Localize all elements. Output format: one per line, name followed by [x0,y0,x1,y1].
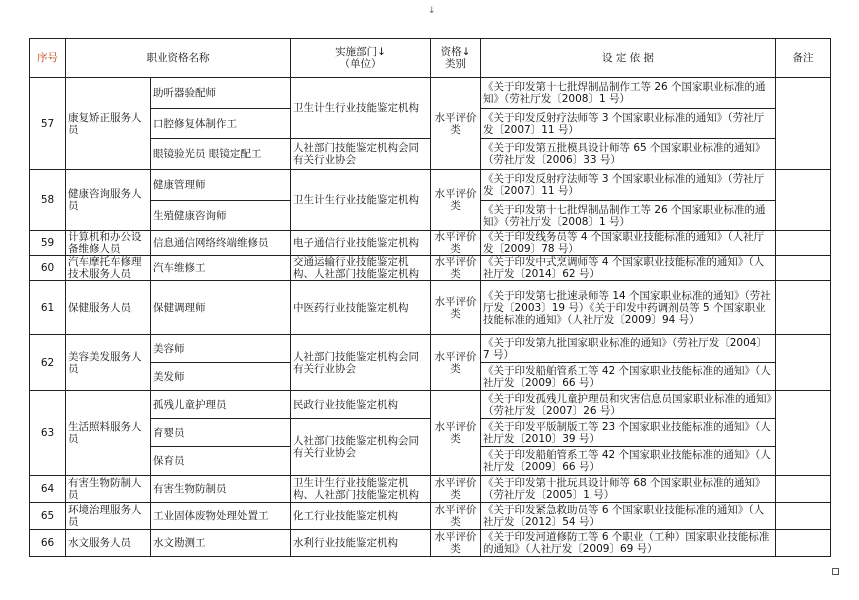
basis-cell: 《关于印发反射疗法师等 3 个国家职业标准的通知》（劳社厅发〔2007〕11 号） [481,170,776,201]
level-cell: 水平评价类 [431,503,481,530]
title-cell: 美发师 [151,363,291,391]
category-cell: 生活照料服务人员 [66,391,151,476]
category-cell: 环境治理服务人员 [66,503,151,530]
basis-cell: 《关于印发第九批国家职业标准的通知》（劳社厅发〔2004〕7 号） [481,335,776,363]
seq-cell: 57 [30,78,66,170]
qualification-table [29,38,831,557]
basis-cell: 《关于印发反射疗法师等 3 个国家职业标准的通知》（劳社厅发〔2007〕11 号） [481,109,776,139]
level-cell: 水平评价类 [431,78,481,170]
level-cell: 水平评价类 [431,281,481,335]
category-cell: 汽车摩托车修理技术服务人员 [66,256,151,281]
title-cell: 健康管理师 [151,170,291,201]
category-cell: 康复矫正服务人员 [66,78,151,170]
table-row [30,335,831,363]
seq-cell: 60 [30,256,66,281]
basis-cell: 《关于印发河道修防工等 6 个职业（工种）国家职业技能标准的通知》（人社厅发〔2009〕69 号） [481,530,776,557]
note-cell [776,335,831,391]
level-cell: 水平评价类 [431,231,481,256]
basis-cell: 《关于印发线务员等 4 个国家职业技能标准的通知》（人社厅发〔2009〕78 号） [481,231,776,256]
table-row [30,231,831,256]
note-cell [776,170,831,231]
title-cell: 助听器验配师 [151,78,291,109]
title-cell: 保健调理师 [151,281,291,335]
dept-cell: 人社部门技能鉴定机构会同有关行业协会 [291,335,431,391]
basis-cell: 《关于印发孤残儿童护理员和灾害信息员国家职业标准的通知》（劳社厅发〔2007〕26 号） [481,391,776,419]
dept-cell: 化工行业技能鉴定机构 [291,503,431,530]
table-row [30,139,831,170]
header-level [431,39,481,78]
title-cell: 水文勘测工 [151,530,291,557]
dept-cell: 电子通信行业技能鉴定机构 [291,231,431,256]
note-cell [776,391,831,476]
table-row [30,78,831,109]
dept-cell: 人社部门技能鉴定机构会同有关行业协会 [291,139,431,170]
seq-cell: 62 [30,335,66,391]
table-row [30,256,831,281]
seq-cell: 61 [30,281,66,335]
basis-cell: 《关于印发船舶管系工等 42 个国家职业技能标准的通知》（人社厅发〔2009〕66 号） [481,447,776,476]
dept-cell: 人社部门技能鉴定机构会同有关行业协会 [291,419,431,476]
table-row [30,281,831,335]
seq-cell: 63 [30,391,66,476]
table-row [30,476,831,503]
dept-cell: 卫生计生行业技能鉴定机构 [291,170,431,231]
title-cell: 汽车维修工 [151,256,291,281]
basis-cell: 《关于印发第十批玩具设计师等 68 个国家职业标准的通知》（劳社厅发〔2005〕1 号） [481,476,776,503]
note-cell [776,78,831,170]
dept-cell: 中医药行业技能鉴定机构 [291,281,431,335]
seq-cell: 64 [30,476,66,503]
basis-cell: 《关于印发第十七批焊制品制作工等 26 个国家职业标准的通知》（劳社厅发〔2008〕1 号） [481,78,776,109]
note-cell [776,256,831,281]
title-cell: 保育员 [151,447,291,476]
dept-cell: 卫生计生行业技能鉴定机构 [291,78,431,139]
note-cell [776,503,831,530]
title-cell: 育婴员 [151,419,291,447]
basis-cell: 《关于印发第十七批焊制品制作工等 26 个国家职业标准的通知》（劳社厅发〔2008〕1 号） [481,201,776,231]
header-row [30,39,831,78]
category-cell: 水文服务人员 [66,530,151,557]
title-cell: 有害生物防制员 [151,476,291,503]
basis-cell: 《关于印发船舶管系工等 42 个国家职业技能标准的通知》（人社厅发〔2009〕66 号） [481,363,776,391]
level-cell: 水平评价类 [431,476,481,503]
level-cell: 水平评价类 [431,530,481,557]
header-dept-line2: （单位） [339,58,382,70]
title-cell: 孤残儿童护理员 [151,391,291,419]
title-cell: 工业固体废物处理处置工 [151,503,291,530]
basis-cell: 《关于印发第七批速录师等 14 个国家职业标准的通知》（劳社厅发〔2003〕19 号）《关于印发中药调剂员等 5 个国家职业技能标准的通知》（人社厅发〔2009〕94 号） [481,281,776,335]
header-seq: 序号 [30,39,66,78]
table-row [30,170,831,201]
dept-cell: 水利行业技能鉴定机构 [291,530,431,557]
seq-cell: 65 [30,503,66,530]
note-cell [776,476,831,503]
note-cell [776,530,831,557]
header-basis: 设 定 依 据 [481,39,776,78]
title-cell: 口腔修复体制作工 [151,109,291,139]
basis-cell: 《关于印发中式烹调师等 4 个国家职业技能标准的通知》（人社厅发〔2014〕62 号） [481,256,776,281]
basis-cell: 《关于印发紧急救助员等 6 个国家职业技能标准的通知》（人社厅发〔2012〕54 号） [481,503,776,530]
header-level-line1: 资格↓ [440,46,471,58]
level-cell: 水平评价类 [431,391,481,476]
table-end-marker [832,568,839,575]
seq-cell: 58 [30,170,66,231]
level-cell: 水平评价类 [431,335,481,391]
header-level-line2: 类别 [445,58,466,70]
title-cell: 美容师 [151,335,291,363]
dept-cell: 民政行业技能鉴定机构 [291,391,431,419]
header-note: 备注 [776,39,831,78]
table-row [30,530,831,557]
category-cell: 健康咨询服务人员 [66,170,151,231]
header-title: 职业资格名称 [66,39,291,78]
note-cell [776,281,831,335]
seq-cell: 59 [30,231,66,256]
note-cell [776,231,831,256]
header-dept [291,39,431,78]
header-dept-line1: 实施部门↓ [335,46,386,58]
table-row [30,391,831,419]
dept-cell: 卫生计生行业技能鉴定机构、人社部门技能鉴定机构 [291,476,431,503]
level-cell: 水平评价类 [431,170,481,231]
category-cell: 计算机和办公设备维修人员 [66,231,151,256]
category-cell: 有害生物防制人员 [66,476,151,503]
title-cell: 眼镜验光员 眼镜定配工 [151,139,291,170]
level-cell: 水平评价类 [431,256,481,281]
basis-cell: 《关于印发平版制版工等 23 个国家职业技能标准的通知》（人社厅发〔2010〕39 号） [481,419,776,447]
table-row [30,419,831,447]
table-row [30,503,831,530]
dept-cell: 交通运输行业技能鉴定机构、人社部门技能鉴定机构 [291,256,431,281]
category-cell: 保健服务人员 [66,281,151,335]
seq-cell: 66 [30,530,66,557]
title-cell: 生殖健康咨询师 [151,201,291,231]
title-cell: 信息通信网络终端维修员 [151,231,291,256]
category-cell: 美容美发服务人员 [66,335,151,391]
basis-cell: 《关于印发第五批模具设计师等 65 个国家职业标准的通知》（劳社厅发〔2006〕33 号） [481,139,776,170]
paragraph-mark: ↓ [428,6,436,16]
